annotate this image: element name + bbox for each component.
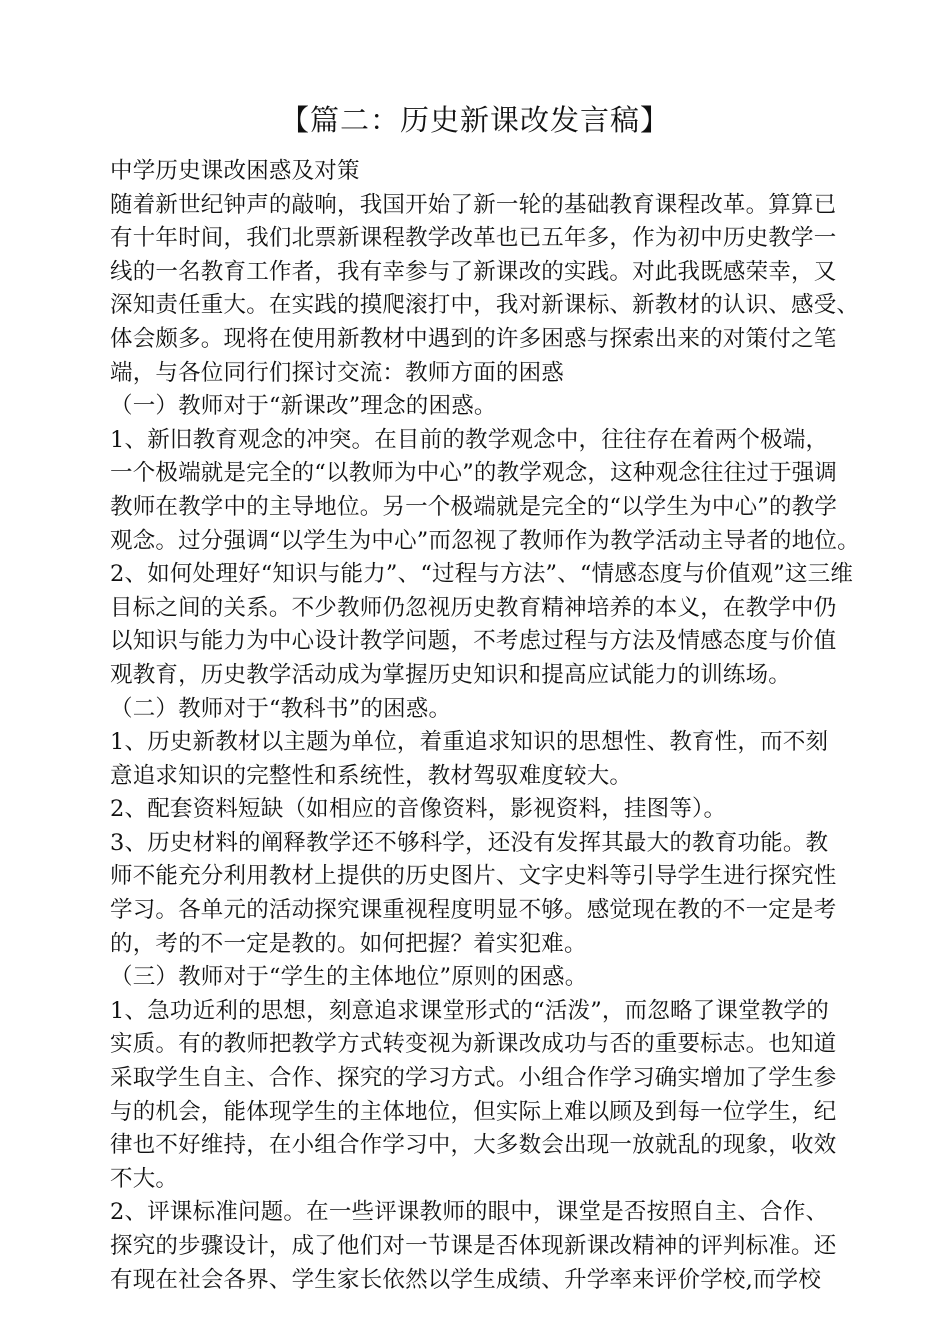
text-line: 观教育，历史教学活动成为掌握历史知识和提高应试能力的训练场。 [110, 661, 792, 688]
text-line: 目标之间的关系。不少教师仍忽视历史教育精神培养的本义，在教学中仍 [110, 594, 837, 621]
document-body [110, 155, 870, 1297]
text-line: 体会颇多。现将在使用新教材中遇到的许多困惑与探索出来的对策付之笔 [110, 325, 837, 352]
text-line: 以知识与能力为中心设计教学问题，不考虑过程与方法及情感态度与价值 [110, 628, 837, 655]
text-line: 随着新世纪钟声的敲响，我国开始了新一轮的基础教育课程改革。算算已 [110, 191, 837, 218]
text-line: 实质。有的教师把教学方式转变视为新课改成功与否的重要标志。也知道 [110, 1031, 837, 1058]
text-line: 师不能充分利用教材上提供的历史图片、文字史料等引导学生进行探究性 [110, 863, 837, 890]
text-line: 线的一名教育工作者，我有幸参与了新课改的实践。对此我既感荣幸，又 [110, 258, 837, 285]
text-line: 2、配套资料短缺（如相应的音像资料，影视资料，挂图等）。 [110, 796, 727, 823]
text-line: 深知责任重大。在实践的摸爬滚打中，我对新课标、新教材的认识、感受、 [110, 292, 860, 319]
text-line: 2、如何处理好“知识与能力”、“过程与方法”、“情感态度与价值观”这三维 [110, 561, 854, 588]
text-line: 观念。过分强调“以学生为中心”而忽视了教师作为教学活动主导者的地位。 [110, 527, 860, 554]
document-title: 【篇二：历史新课改发言稿】 [279, 103, 670, 137]
section-heading: （二）教师对于“教科书”的困惑。 [110, 695, 452, 722]
text-line: 3、历史材料的阐释教学还不够科学，还没有发挥其最大的教育功能。教 [110, 829, 829, 856]
section-heading: （三）教师对于“学生的主体地位”原则的困惑。 [110, 964, 588, 991]
text-line: 端，与各位同行们探讨交流：教师方面的困惑 [110, 359, 565, 386]
text-line: 与的机会，能体现学生的主体地位，但实际上难以顾及到每一位学生，纪 [110, 1098, 837, 1125]
text-line: 1、历史新教材以主题为单位，着重追求知识的思想性、教育性，而不刻 [110, 729, 829, 756]
text-line: 意追求知识的完整性和系统性，教材驾驭难度较大。 [110, 762, 633, 789]
text-line: 中学历史课改困惑及对策 [110, 158, 360, 184]
text-line: 一个极端就是完全的“以教师为中心”的教学观念，这种观念往往过于强调 [110, 460, 838, 487]
text-line: 1、急功近利的思想，刻意追求课堂形式的“活泼”，而忽略了课堂教学的 [110, 997, 829, 1024]
text-line: 的，考的不一定是教的。如何把握？着实犯难。 [110, 930, 587, 957]
text-line: 学习。各单元的活动探究课重视程度明显不够。感觉现在教的不一定是考 [110, 897, 837, 924]
text-line: 有现在社会各界、学生家长依然以学生成绩、升学率来评价学校,而学校 [110, 1266, 822, 1293]
text-line: 探究的步骤设计，成了他们对一节课是否体现新课改精神的评判标准。还 [110, 1233, 837, 1259]
text-line: 2、评课标准问题。在一些评课教师的眼中，课堂是否按照自主、合作、 [110, 1199, 829, 1226]
text-line: 不大。 [110, 1165, 179, 1192]
text-line: 1、新旧教育观念的冲突。在目前的教学观念中，往往存在着两个极端， [110, 426, 829, 453]
text-line: 律也不好维持，在小组合作学习中，大多数会出现一放就乱的现象，收效 [110, 1132, 837, 1159]
text-line: 有十年时间，我们北票新课程教学改革也已五年多，作为初中历史教学一 [110, 225, 837, 252]
text-line: 采取学生自主、合作、探究的学习方式。小组合作学习确实增加了学生参 [110, 1065, 837, 1092]
section-heading: （一）教师对于“新课改”理念的困惑。 [110, 393, 497, 420]
text-line: 教师在教学中的主导地位。另一个极端就是完全的“以学生为中心”的教学 [110, 493, 838, 520]
